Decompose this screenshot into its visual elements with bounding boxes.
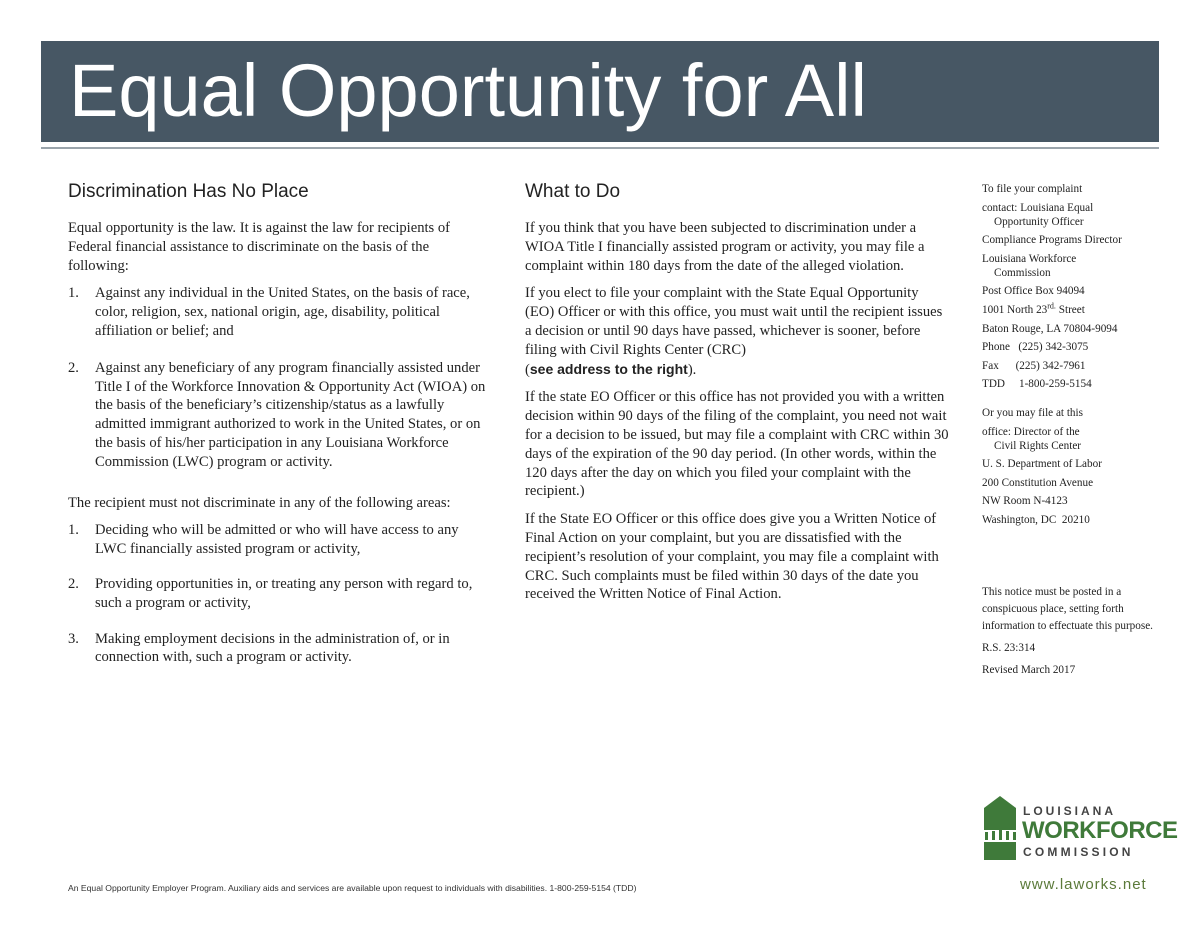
section-heading-discrimination: Discrimination Has No Place: [68, 181, 309, 202]
list-text: Against any beneficiary of any program financially assisted under Title I of the Workforce Innovation & Opportunity Act (WIOA) on the basis of the beneficiary’s citizenship/status as a lawfully admitted immigrant authorized to work in the United States, or on the basis of his/her participation in any Louisiana Workforce Commission (LWC) program or activity.: [95, 359, 486, 470]
list-item: [68, 521, 488, 559]
phone-line: Phone (225) 342-3075: [982, 341, 1089, 354]
agency-line: Commission: [994, 266, 1051, 279]
list-item: [68, 284, 488, 340]
left-column: [68, 180, 488, 667]
alt-office-line: Or you may file at this: [982, 406, 1083, 419]
alt-office-line: office: Director of the: [982, 425, 1080, 438]
list-number: 1.: [68, 522, 79, 539]
website-link[interactable]: www.laworks.net: [1020, 876, 1147, 893]
list-item: [68, 359, 488, 472]
fax-line: Fax (225) 342-7961: [982, 359, 1086, 372]
list-text: Making employment decisions in the administration of, or in connection with, such a program or activity.: [95, 630, 450, 666]
list-number: 2.: [68, 359, 79, 376]
contact-line: contact: Louisiana Equal: [982, 201, 1094, 214]
lwc-logo: [980, 796, 1178, 862]
intro-paragraph: Equal opportunity is the law. It is against the law for recipients of Federal financial assistance to discriminate on the basis of the following:: [68, 220, 451, 274]
logo-text-workforce: WORKFORCE: [1022, 817, 1178, 844]
list-number: 3.: [68, 630, 79, 647]
paragraph-4: If the State EO Officer or this office does give you a Written Notice of Final Action on your complaint, but you are dissatisfied with the recipient’s resolution of your complaint, you may file a complaint with CRC. Such complaints must be filed within 30 days of the date you received the Written Notice of Final Action.: [525, 511, 939, 603]
contact-line: Opportunity Officer: [994, 215, 1084, 228]
paragraph-2-open: (: [525, 361, 530, 378]
header-band: [41, 41, 1159, 142]
right-column-contact: [982, 182, 1157, 681]
city-line: Baton Rouge, LA 70804-9094: [982, 322, 1118, 335]
areas-intro: The recipient must not discriminate in any of the following areas:: [68, 494, 451, 511]
paragraph-2-close: ).: [687, 361, 697, 378]
list-number: 1.: [68, 285, 79, 302]
statute-reference: R.S. 23:314: [982, 641, 1036, 654]
paragraph-1: If you think that you have been subjected to discrimination under a WIOA Title I financially assisted program or activity, you may file a complaint within 180 days from the date of the alleged violation.: [525, 220, 925, 274]
paragraph-2-text: If you elect to file your complaint with the State Equal Opportunity (EO) Officer or with this office, you must wait until the recipient issues a decision or until 90 days have passed, whichever is sooner, before filing with Civil Rights Center (CRC): [525, 285, 943, 358]
logo-mark-icon: [980, 796, 1022, 862]
paragraph-3: If the state EO Officer or this office has not provided you with a written decision within 90 days of the filing of the complaint, you need not wait for a decision to be issued, but may file a complaint with CRC within 30 days of the expiration of the 90 day period. (In other words, within the 120 days after the day on which you filed your complaint with the recipient.): [525, 389, 949, 500]
agency-line: Louisiana Workforce: [982, 252, 1077, 265]
file-intro: To file your complaint: [982, 183, 1083, 195]
basis-list: [68, 284, 488, 471]
header-divider: [41, 147, 1159, 149]
paragraph-2: [525, 284, 950, 379]
revision-date: Revised March 2017: [982, 663, 1076, 676]
alt-office-line: Civil Rights Center: [994, 439, 1082, 452]
middle-column: [525, 180, 950, 613]
posting-notice: This notice must be posted in a conspicuous place, setting forth information to effectuate this purpose.: [982, 585, 1153, 632]
list-number: 2.: [68, 575, 79, 592]
dol-address: NW Room N-4123: [982, 495, 1068, 508]
list-item: [68, 630, 488, 668]
areas-list: [68, 521, 488, 667]
po-box: Post Office Box 94094: [982, 285, 1085, 298]
logo-text-commission: COMMISSION: [1023, 845, 1134, 859]
address-reference: see address to the right: [529, 360, 688, 377]
logo-text-louisiana: LOUISIANA: [1023, 804, 1116, 818]
tdd-line: TDD 1-800-259-5154: [982, 378, 1092, 391]
list-text: Against any individual in the United States, on the basis of race, color, religion, sex, national origin, age, disability, political affiliation or belief; and: [95, 285, 470, 339]
page-title: Equal Opportunity for All: [69, 49, 867, 132]
list-text: Providing opportunities in, or treating any person with regard to, such a program or activity,: [95, 575, 473, 611]
footer-disclaimer: An Equal Opportunity Employer Program. Auxiliary aids and services are available upon request to individuals with disabilities. 1-800-259-5154 (TDD): [68, 883, 637, 893]
director-line: Compliance Programs Director: [982, 234, 1122, 247]
section-heading-what-to-do: What to Do: [525, 181, 621, 202]
street-address: 1001 North $23^{rd.}$ Street: [982, 301, 1085, 316]
list-item: [68, 575, 488, 613]
dol-address: 200 Constitution Avenue: [982, 476, 1094, 489]
dol-address: Washington, DC 20210: [982, 513, 1090, 526]
dol-line: U. S. Department of Labor: [982, 458, 1102, 471]
list-text: Deciding who will be admitted or who will have access to any LWC financially assisted program or activity,: [95, 522, 459, 558]
